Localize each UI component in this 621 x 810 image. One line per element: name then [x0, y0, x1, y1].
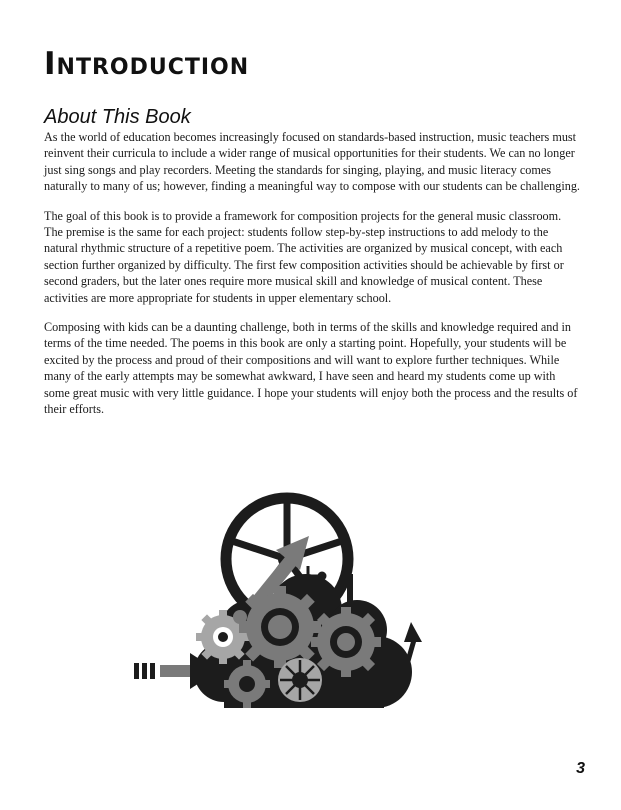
- section-heading: About This Book: [44, 106, 191, 128]
- body-text: [44, 129, 580, 431]
- large-gear-icon: [239, 586, 321, 668]
- gears-cloud-illustration: [128, 492, 428, 721]
- page-title: Introduction: [44, 46, 250, 82]
- sunburst-gear-icon: [278, 658, 322, 702]
- paragraph-2: The goal of this book is to provide a framework for composition projects for the general music classroom. The premise is the same for each project: students follow step-by-step instructions to add melody to the natural rhythmic structure of a repetitive poem. The activities are organized by musical concept, with each section further organized by difficulty. The first few composition activities should be achievable by first or second graders, but the later ones require more musical skill and knowledge of musical content. These activities are more appropriate for students in upper elementary school.: [44, 208, 564, 305]
- paragraph-3: Composing with kids can be a daunting challenge, both in terms of the skills and knowledge required and in terms of the time needed. The poems in this book are only a starting point. Hopefully, your students will be excited by the process and proud of their compositions and will want to explore further techniques. While many of the early attempts may be somewhat awkward, I have seen and heard my students come up with some great music with very little guidance. I hope your students will enjoy both the process and the results of their efforts.: [44, 320, 578, 417]
- right-gear-icon: [311, 607, 381, 677]
- gears-cloud-graphic: [128, 492, 428, 717]
- page-number: 3: [576, 760, 585, 777]
- arrow-head-icon: [404, 622, 422, 642]
- paragraph-1: As the world of education becomes increasingly focused on standards-based instruction, music teachers must reinvent their curricula to include a wider range of musical opportunities for their students. We can no longer just sing songs and play recorders. Meeting the standards for singing, playing, and music literacy comes naturally to many of us; however, finding a meaningful way to compose with our students can be challenging.: [44, 130, 580, 194]
